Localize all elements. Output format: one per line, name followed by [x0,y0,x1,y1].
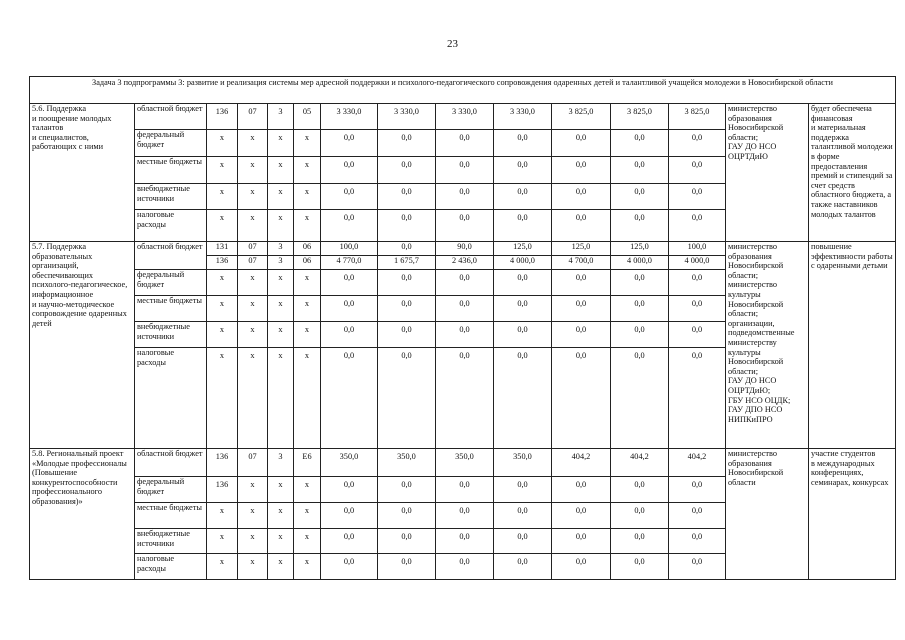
executor-cell: министерство образования Новосибирской области; ГАУ ДО НСО ОЦРТДиЮ [726,104,809,242]
funding-source-cell: федеральный бюджет [135,477,207,503]
amount-cell: 100,0 [321,242,378,256]
amount-cell: 3 825,0 [552,104,611,130]
budget-code-cell: х [238,529,268,554]
budget-code-cell: 136 [207,104,238,130]
funding-source-cell: внебюджетные источники [135,184,207,210]
table-row [30,104,896,130]
budget-code-cell: х [294,130,321,157]
amount-cell: 0,0 [321,157,378,184]
table-row [30,449,896,477]
budget-code-cell: х [238,184,268,210]
amount-cell: 125,0 [611,242,669,256]
budget-code-cell: х [268,210,294,242]
amount-cell: 0,0 [436,296,494,322]
measure-name-cell: 5.6. Поддержка и поощрение молодых талантов и специалистов, работающих с ними [30,104,135,242]
amount-cell: 0,0 [669,184,726,210]
amount-cell: 0,0 [669,554,726,580]
budget-code-cell: х [294,529,321,554]
amount-cell: 404,2 [611,449,669,477]
budget-code-cell: х [294,348,321,449]
task-header: Задача 3 подпрограммы 3: развитие и реализация системы мер адресной поддержки и психолого-педагогического сопровождения одаренных детей и талантливой учащейся молодежи в Новосибирской области [30,77,896,104]
funding-source-cell: местные бюджеты [135,503,207,529]
amount-cell: 0,0 [436,130,494,157]
funding-source-cell: федеральный бюджет [135,130,207,157]
amount-cell: 0,0 [669,348,726,449]
funding-source-cell: внебюджетные источники [135,322,207,348]
amount-cell: 90,0 [436,242,494,256]
amount-cell: 0,0 [611,477,669,503]
amount-cell: 0,0 [552,322,611,348]
amount-cell: 0,0 [321,130,378,157]
amount-cell: 0,0 [611,554,669,580]
budget-code-cell: х [268,529,294,554]
amount-cell: 0,0 [378,529,436,554]
amount-cell: 0,0 [378,477,436,503]
amount-cell: 0,0 [669,210,726,242]
amount-cell: 0,0 [611,270,669,296]
funding-source-cell: федеральный бюджет [135,270,207,296]
amount-cell: 0,0 [378,296,436,322]
amount-cell: 350,0 [321,449,378,477]
budget-code-cell: х [268,184,294,210]
amount-cell: 125,0 [494,242,552,256]
amount-cell: 0,0 [669,477,726,503]
budget-code-cell: 3 [268,449,294,477]
amount-cell: 0,0 [378,270,436,296]
budget-code-cell: х [268,157,294,184]
amount-cell: 0,0 [436,184,494,210]
budget-code-cell: Е6 [294,449,321,477]
funding-source-cell: областной бюджет [135,104,207,130]
budget-code-cell: х [294,477,321,503]
amount-cell: 0,0 [436,270,494,296]
amount-cell: 350,0 [494,449,552,477]
amount-cell: 4 000,0 [669,256,726,270]
funding-source-cell: налоговые расходы [135,348,207,449]
amount-cell: 4 700,0 [552,256,611,270]
amount-cell: 0,0 [321,477,378,503]
amount-cell: 0,0 [436,348,494,449]
amount-cell: 0,0 [669,157,726,184]
budget-code-cell: х [207,348,238,449]
amount-cell: 0,0 [321,270,378,296]
budget-code-cell: х [207,503,238,529]
expected-result-cell: повышение эффективности работы с одаренными детьми [809,242,896,449]
amount-cell: 4 000,0 [611,256,669,270]
amount-cell: 2 436,0 [436,256,494,270]
amount-cell: 0,0 [378,210,436,242]
amount-cell: 4 000,0 [494,256,552,270]
page-number: 23 [447,38,458,50]
amount-cell: 0,0 [611,210,669,242]
budget-code-cell: х [294,157,321,184]
amount-cell: 0,0 [321,554,378,580]
executor-cell: министерство образования Новосибирской области; министерство культуры Новосибирской области; организации, подведомственные министерству культуры Новосибирской области; ГАУ ДО НСО ОЦРТДиЮ; ГБУ НСО ОЦДК; ГАУ ДПО НСО НИПКиПРО [726,242,809,449]
budget-code-cell: х [294,184,321,210]
budget-code-cell: х [238,348,268,449]
budget-code-cell: 3 [268,104,294,130]
funding-source-cell: внебюджетные источники [135,529,207,554]
amount-cell: 0,0 [494,130,552,157]
budget-code-cell: х [207,270,238,296]
budget-code-cell: х [268,322,294,348]
budget-code-cell: 06 [294,242,321,256]
amount-cell: 0,0 [436,210,494,242]
amount-cell: 0,0 [494,529,552,554]
funding-source-cell: налоговые расходы [135,210,207,242]
amount-cell: 0,0 [378,348,436,449]
budget-code-cell: 07 [238,242,268,256]
amount-cell: 0,0 [436,322,494,348]
budget-code-cell: 136 [207,256,238,270]
amount-cell: 3 330,0 [378,104,436,130]
budget-code-cell: х [238,157,268,184]
amount-cell: 0,0 [611,184,669,210]
amount-cell: 3 825,0 [611,104,669,130]
amount-cell: 0,0 [669,503,726,529]
budget-code-cell: х [294,322,321,348]
funding-source-cell: местные бюджеты [135,296,207,322]
amount-cell: 0,0 [552,157,611,184]
budget-code-cell: х [238,270,268,296]
amount-cell: 0,0 [378,184,436,210]
task-header-row [30,77,896,104]
amount-cell: 0,0 [552,477,611,503]
amount-cell: 0,0 [494,296,552,322]
budget-code-cell: х [207,322,238,348]
budget-code-cell: х [207,130,238,157]
amount-cell: 0,0 [552,296,611,322]
amount-cell: 350,0 [436,449,494,477]
budget-code-cell: х [268,348,294,449]
amount-cell: 3 330,0 [321,104,378,130]
amount-cell: 0,0 [494,184,552,210]
amount-cell: 0,0 [552,503,611,529]
amount-cell: 4 770,0 [321,256,378,270]
amount-cell: 0,0 [378,554,436,580]
amount-cell: 0,0 [494,210,552,242]
amount-cell: 0,0 [552,529,611,554]
amount-cell: 0,0 [436,503,494,529]
amount-cell: 0,0 [321,296,378,322]
budget-code-cell: 07 [238,449,268,477]
amount-cell: 125,0 [552,242,611,256]
table-row [30,242,896,256]
budget-code-cell: х [268,554,294,580]
amount-cell: 0,0 [494,348,552,449]
amount-cell: 0,0 [378,157,436,184]
budget-code-cell: 136 [207,449,238,477]
amount-cell: 0,0 [611,348,669,449]
amount-cell: 0,0 [378,130,436,157]
amount-cell: 0,0 [436,529,494,554]
budget-code-cell: 131 [207,242,238,256]
amount-cell: 0,0 [321,529,378,554]
budget-code-cell: х [207,529,238,554]
budget-code-cell: х [207,184,238,210]
budget-code-cell: х [294,210,321,242]
budget-code-cell: х [268,130,294,157]
budget-code-cell: х [294,503,321,529]
budget-code-cell: х [294,296,321,322]
amount-cell: 0,0 [494,157,552,184]
budget-code-cell: х [268,296,294,322]
amount-cell: 0,0 [611,296,669,322]
amount-cell: 404,2 [552,449,611,477]
budget-code-cell: х [238,296,268,322]
expected-result-cell: участие студентов в международных конференциях, семинарах, конкурсах [809,449,896,580]
budget-code-cell: х [268,477,294,503]
budget-code-cell: х [268,503,294,529]
amount-cell: 0,0 [669,529,726,554]
amount-cell: 0,0 [552,210,611,242]
amount-cell: 1 675,7 [378,256,436,270]
amount-cell: 0,0 [321,210,378,242]
amount-cell: 0,0 [436,157,494,184]
amount-cell: 0,0 [378,503,436,529]
budget-code-cell: 07 [238,104,268,130]
amount-cell: 0,0 [611,503,669,529]
amount-cell: 0,0 [494,503,552,529]
amount-cell: 0,0 [552,184,611,210]
budget-code-cell: 07 [238,256,268,270]
amount-cell: 404,2 [669,449,726,477]
budget-code-cell: х [238,554,268,580]
budget-code-cell: х [238,477,268,503]
amount-cell: 0,0 [669,322,726,348]
amount-cell: 0,0 [321,503,378,529]
amount-cell: 100,0 [669,242,726,256]
executor-cell: министерство образования Новосибирской области [726,449,809,580]
budget-code-cell: х [238,322,268,348]
amount-cell: 0,0 [552,348,611,449]
amount-cell: 0,0 [611,130,669,157]
budget-code-cell: 3 [268,242,294,256]
amount-cell: 0,0 [611,529,669,554]
amount-cell: 3 825,0 [669,104,726,130]
amount-cell: 0,0 [436,477,494,503]
amount-cell: 0,0 [378,242,436,256]
amount-cell: 0,0 [552,130,611,157]
amount-cell: 0,0 [669,296,726,322]
amount-cell: 0,0 [436,554,494,580]
funding-source-cell: областной бюджет [135,449,207,477]
amount-cell: 0,0 [611,322,669,348]
amount-cell: 0,0 [494,554,552,580]
budget-code-cell: х [207,554,238,580]
amount-cell: 3 330,0 [494,104,552,130]
budget-code-cell: х [294,554,321,580]
budget-code-cell: х [238,130,268,157]
amount-cell: 0,0 [321,184,378,210]
measure-name-cell: 5.8. Региональный проект «Молодые профессионалы (Повышение конкурентоспособности профессионального образования)» [30,449,135,580]
budget-code-cell: х [238,210,268,242]
measure-name-cell: 5.7. Поддержка образовательных организаций, обеспечивающих психолого-педагогическое, информационное и научно-методическое сопровождение одаренных детей [30,242,135,449]
amount-cell: 0,0 [494,477,552,503]
amount-cell: 350,0 [378,449,436,477]
amount-cell: 3 330,0 [436,104,494,130]
budget-code-cell: х [207,210,238,242]
budget-code-cell: х [268,270,294,296]
amount-cell: 0,0 [611,157,669,184]
amount-cell: 0,0 [552,270,611,296]
amount-cell: 0,0 [378,322,436,348]
budget-code-cell: х [238,503,268,529]
budget-code-cell: 05 [294,104,321,130]
amount-cell: 0,0 [669,270,726,296]
budget-table [29,76,896,580]
budget-code-cell: х [294,270,321,296]
budget-code-cell: 06 [294,256,321,270]
budget-code-cell: 136 [207,477,238,503]
expected-result-cell: будет обеспечена финансовая и материальная поддержка талантливой молодежи в форме предоставления премий и стипендий за счет средств областного бюджета, а также наставников молодых талантов [809,104,896,242]
budget-code-cell: 3 [268,256,294,270]
amount-cell: 0,0 [321,348,378,449]
amount-cell: 0,0 [669,130,726,157]
funding-source-cell: местные бюджеты [135,157,207,184]
amount-cell: 0,0 [321,322,378,348]
budget-code-cell: х [207,157,238,184]
budget-code-cell: х [207,296,238,322]
amount-cell: 0,0 [494,322,552,348]
amount-cell: 0,0 [552,554,611,580]
funding-source-cell: областной бюджет [135,242,207,270]
funding-source-cell: налоговые расходы [135,554,207,580]
amount-cell: 0,0 [494,270,552,296]
